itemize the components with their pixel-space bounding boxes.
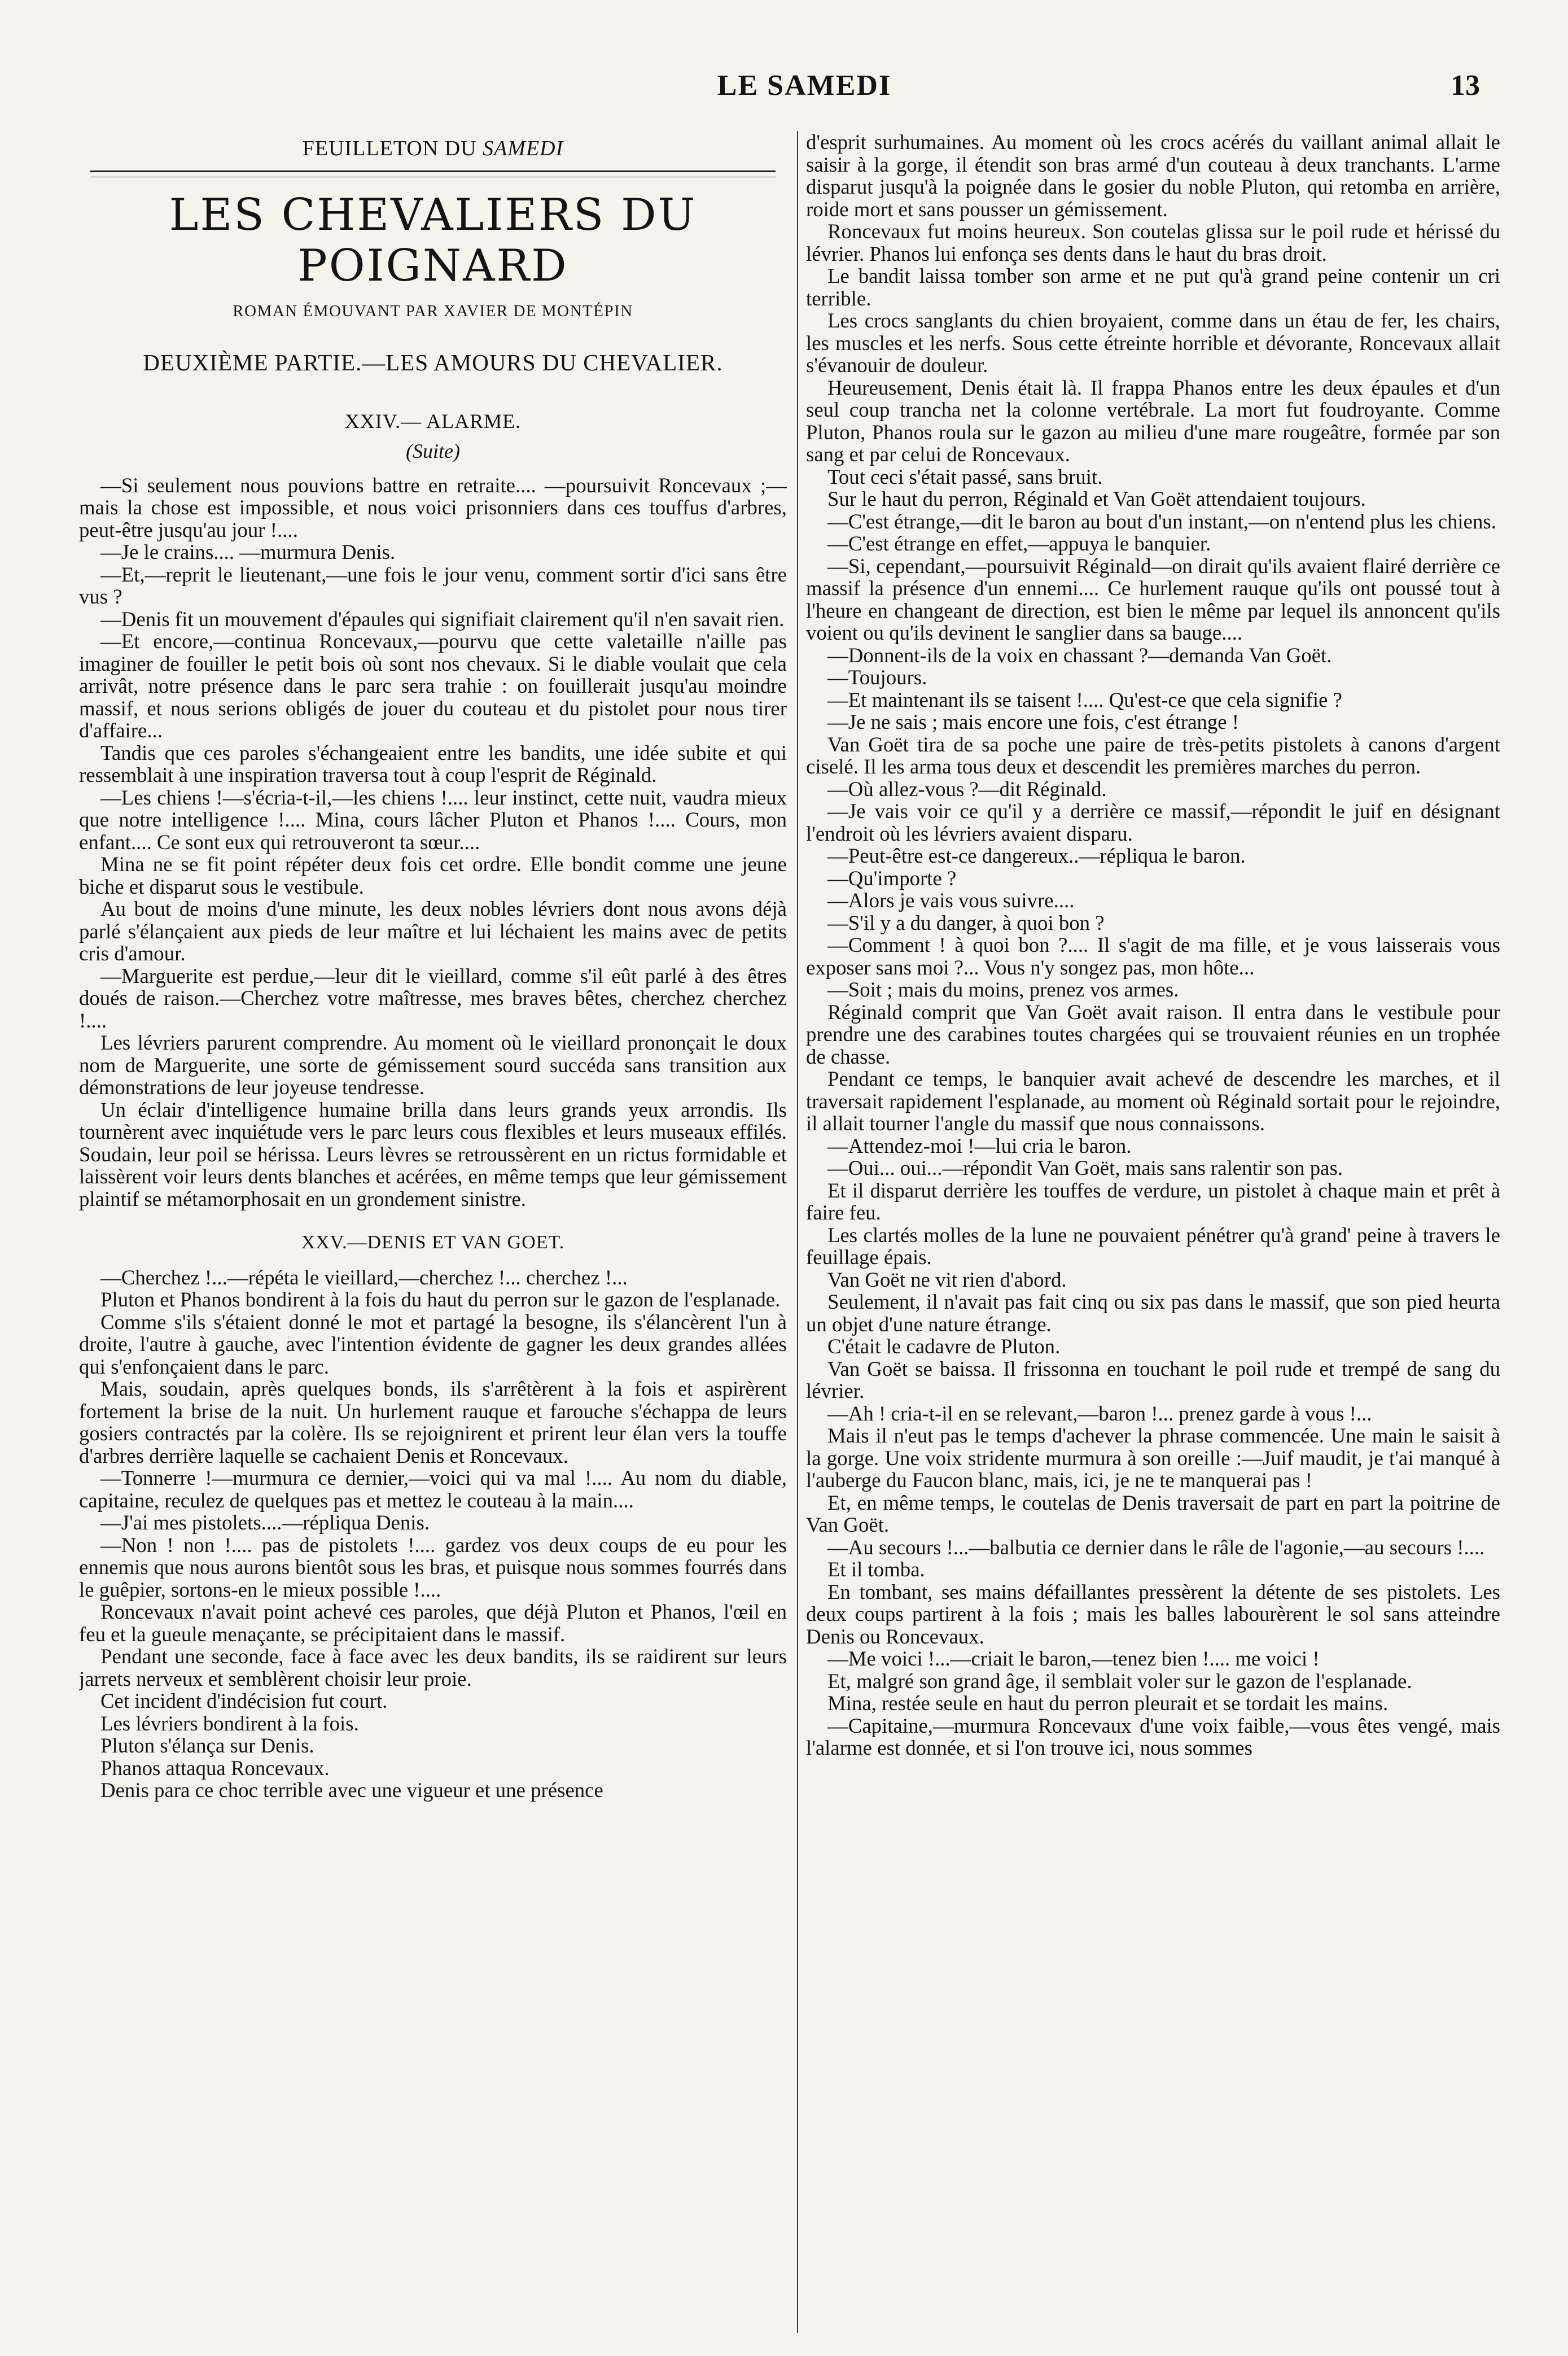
paragraph: —Me voici !...—criait le baron,—tenez bien !.... me voici ! xyxy=(827,1647,1320,1670)
paragraph: —Si, cependant,—poursuivit Réginald—on dirait qu'ils avaient flairé derrière ce massif la présence d'un ennemi.... Ce hurlement rauque qu'ils ont poussé tout à l'heure en changeant de direction, est bien le même par lequel ils annoncent qu'ils voient ou qu'ils devinent le sanglier dans sa bauge.... xyxy=(806,554,1500,644)
paragraph: —Je ne sais ; mais encore une fois, c'est étrange ! xyxy=(827,710,1239,733)
paragraph: —C'est étrange,—dit le baron au bout d'un instant,—on n'entend plus les chiens. xyxy=(827,509,1496,533)
paragraph: Van Goët se baissa. Il frissonna en touchant le poil rude et trempé de sang du lévrier. xyxy=(806,1357,1500,1402)
paragraph: —Ah ! cria-t-il en se relevant,—baron !... prenez garde à vous !... xyxy=(827,1401,1372,1425)
paragraph: Réginald comprit que Van Goët avait raison. Il entra dans le vestibule pour prendre une des carabines toutes chargées qui se trouvaient réunies en un trophée de chasse. xyxy=(806,1000,1500,1068)
paragraph: Sur le haut du perron, Réginald et Van Goët attendaient toujours. xyxy=(827,487,1366,510)
chapter-25-heading: XXV.—DENIS ET VAN GOET. xyxy=(301,1232,565,1253)
paragraph: Pluton et Phanos bondirent à la fois du haut du perron sur le gazon de l'esplanade. xyxy=(100,1288,781,1311)
novel-title: LES CHEVALIERS DU POIGNARD xyxy=(169,189,697,291)
paragraph: Mais, soudain, après quelques bonds, ils s'arrêtèrent à la fois et aspirèrent fortement la brise de la nuit. Un hurlement rauque et farouche s'échappa de leurs gosiers contractés par la colère. Ils se rejoignirent et prirent leur élan vers la touffe d'arbres derrière laquelle se cachaient Denis et Roncevaux. xyxy=(79,1377,787,1467)
paragraph: Van Goët tira de sa poche une paire de très-petits pistolets à canons d'argent ciselé. Il les arma tous deux et descendit les premières marches du perron. xyxy=(806,732,1500,778)
paragraph: —Et encore,—continua Roncevaux,—pourvu que cette valetaille n'aille pas imaginer de fouiller le petit bois où sont nos chevaux. Si le diable voulait que cela arrivât, notre présence dans le parc sera trahie : on fouillerait jusqu'au moindre massif, et nous serions obligés de jouer du couteau et du pistolet pour nous tirer d'affaire... xyxy=(79,630,787,742)
paragraph: —S'il y a du danger, à quoi bon ? xyxy=(827,911,1105,934)
paragraph: —Et,—reprit le lieutenant,—une fois le jour venu, comment sortir d'ici sans être vus ? xyxy=(79,562,787,608)
paragraph: —Je le crains.... —murmura Denis. xyxy=(100,540,396,563)
right-column xyxy=(806,131,1500,2322)
paragraph: Mina ne se fit point répéter deux fois cet ordre. Elle bondit comme une jeune biche et disparut sous le vestibule. xyxy=(79,853,787,898)
paragraph: Roncevaux n'avait point achevé ces paroles, que déjà Pluton et Phanos, l'œil en feu et la gueule menaçante, se précipitaient dans le massif. xyxy=(79,1600,787,1646)
paragraph: —Peut-être est-ce dangereux..—répliqua le baron. xyxy=(827,844,1246,867)
chapter-25-continued xyxy=(806,131,1500,1759)
paragraph: Tout ceci s'était passé, sans bruit. xyxy=(827,465,1103,488)
paragraph: Le bandit laissa tomber son arme et ne put qu'à grand peine contenir un cri terrible. xyxy=(806,264,1500,310)
paragraph: —Attendez-moi !—lui cria le baron. xyxy=(827,1134,1132,1157)
paragraph: En tombant, ses mains défaillantes pressèrent la détente de ses pistolets. Les deux coups partirent à la fois ; mais les balles labourèrent le sol sans atteindre Denis ou Roncevaux. xyxy=(806,1580,1500,1648)
paragraph: Un éclair d'intelligence humaine brilla dans leurs grands yeux arrondis. Ils tournèrent avec inquiétude vers le parc leurs cous flexibles et leurs museaux effilés. Soudain, leur poil se hérissa. Leurs lèvres se retroussèrent en un rictus formidable et laissèrent voir leurs dents blanches et acérées, en même temps que leur gémissement plaintif se métamorphosait en un grondement sinistre. xyxy=(79,1098,787,1210)
left-column xyxy=(79,131,787,2322)
paragraph: —Comment ! à quoi bon ?.... Il s'agit de ma fille, et je vous laisserais vous exposer sans moi ?... Vous n'y songez pas, mon hôte... xyxy=(806,933,1500,979)
paragraph: —Cherchez !...—répéta le vieillard,—cherchez !... cherchez !... xyxy=(100,1265,628,1289)
paragraph: —Et maintenant ils se taisent !.... Qu'est-ce que cela signifie ? xyxy=(827,688,1342,711)
chapter-24-body xyxy=(79,474,787,1210)
paragraph: Les lévriers parurent comprendre. Au moment où le vieillard prononçait le doux nom de Marguerite, une sorte de gémissement sourd succéda sans transition aux démonstrations de leur joyeuse tendresse. xyxy=(79,1031,787,1099)
paragraph: Roncevaux fut moins heureux. Son coutelas glissa sur le poil rude et hérissé du lévrier. Phanos lui enfonça ses dents dans le haut du bras droit. xyxy=(806,220,1500,265)
paragraph: —Je vais voir ce qu'il y a derrière ce massif,—répondit le juif en désignant l'endroit où les lévriers avaient disparu. xyxy=(806,799,1500,845)
paragraph: Et, en même temps, le coutelas de Denis traversait de part en part la poitrine de Van Goët. xyxy=(806,1490,1500,1536)
paragraph: —Capitaine,—murmura Roncevaux d'une voix faible,—vous êtes vengé, mais l'alarme est donnée, et si l'on trouve ici, nous sommes xyxy=(806,1714,1500,1759)
paragraph: —Marguerite est perdue,—leur dit le vieillard, comme s'il eût parlé à des êtres doués de raison.—Cherchez votre maîtresse, mes braves bêtes, cherchez cherchez !.... xyxy=(79,964,787,1032)
paragraph: —Qu'importe ? xyxy=(827,866,957,890)
paragraph: Les clartés molles de la lune ne pouvaient pénétrer qu'à grand' peine à travers le feuillage épais. xyxy=(806,1223,1500,1269)
feuilleton-name: SAMEDI xyxy=(483,137,564,160)
paragraph: —Si seulement nous pouvions battre en retraite.... —poursuivit Roncevaux ;—mais la chose est impossible, et nous voici prisonniers dans ces touffus d'arbres, peut-être jusqu'au jour !.... xyxy=(79,473,787,541)
paragraph: —Denis fit un mouvement d'épaules qui signifiait clairement qu'il n'en savait rien. xyxy=(100,607,785,631)
paragraph: —Non ! non !.... pas de pistolets !.... gardez vos deux coups de eu pour les ennemis que nous aurons bientôt sous les bras, et puisque nous sommes fourrés dans le guêpier, sortons-en le mieux possible !.... xyxy=(79,1533,787,1601)
part-title: DEUXIÈME PARTIE.—LES AMOURS DU CHEVALIER. xyxy=(143,349,723,375)
paragraph: Mina, restée seule en haut du perron pleurait et se tordait les mains. xyxy=(827,1691,1389,1715)
feuilleton-prefix: FEUILLETON DU xyxy=(302,137,477,160)
paragraph: Et, malgré son grand âge, il semblait voler sur le gazon de l'esplanade. xyxy=(827,1669,1412,1693)
title-rule xyxy=(90,171,776,177)
paragraph: —Tonnerre !—murmura ce dernier,—voici qui va mal !.... Au nom du diable, capitaine, reculez de quelques pas et mettez le couteau à la main.... xyxy=(79,1466,787,1512)
paragraph: —Toujours. xyxy=(827,666,927,689)
novel-subtitle: ROMAN ÉMOUVANT PAR XAVIER DE MONTÉPIN xyxy=(233,301,633,320)
paragraph: Seulement, il n'avait pas fait cinq ou six pas dans le massif, que son pied heurta un objet d'une nature étrange. xyxy=(806,1290,1500,1336)
paragraph: Les crocs sanglants du chien broyaient, comme dans un étau de fer, les chairs, les muscles et les nerfs. Sous cette étreinte horrible et dévorante, Roncevaux allait s'évanouir de douleur. xyxy=(806,309,1500,377)
paragraph: —Oui... oui...—répondit Van Goët, mais sans ralentir son pas. xyxy=(827,1156,1343,1179)
paragraph: Pendant une seconde, face à face avec les deux bandits, ils se raidirent sur leurs jarrets nerveux et semblèrent choisir leur proie. xyxy=(79,1645,787,1690)
paragraph: —J'ai mes pistolets....—répliqua Denis. xyxy=(100,1511,430,1534)
masthead: LE SAMEDI xyxy=(717,69,892,102)
chapter-24-heading: XXIV.— ALARME. xyxy=(344,409,522,432)
paragraph: Et il disparut derrière les touffes de verdure, un pistolet à chaque main et prêt à faire feu. xyxy=(806,1178,1500,1224)
paragraph: Tandis que ces paroles s'échangeaient entre les bandits, une idée subite et qui ressemblait à une inspiration traversa tout à coup l'esprit de Réginald. xyxy=(79,741,787,786)
chapter-25-body xyxy=(79,1266,787,1802)
running-head xyxy=(0,0,1568,107)
paragraph: Pendant ce temps, le banquier avait achevé de descendre les marches, et il traversait rapidement l'esplanade, au moment où Réginald sortait pour le rejoindre, il allait tourner l'angle du massif que nous connaissons. xyxy=(806,1067,1500,1135)
paragraph: Au bout de moins d'une minute, les deux nobles lévriers dont nous avons déjà parlé s'élançaient aux pieds de leur maître et lui léchaient les mains avec de petits cris d'amour. xyxy=(79,897,787,965)
paragraph: Et il tomba. xyxy=(827,1558,925,1581)
paragraph: d'esprit surhumaines. Au moment où les crocs acérés du vaillant animal allait le saisir à la gorge, il étendit son bras armé d'un couteau à deux tranchants. L'arme disparut jusqu'à la poignée dans le gosier du noble Pluton, qui retomba en arrière, roide mort et sans pousser un gémissement. xyxy=(806,131,1500,221)
paragraph: —Alors je vais vous suivre.... xyxy=(827,889,1075,912)
paragraph: —Soit ; mais du moins, prenez vos armes. xyxy=(827,978,1179,1001)
paragraph: Pluton s'élança sur Denis. xyxy=(100,1734,314,1757)
paragraph: —C'est étrange en effet,—appuya le banquier. xyxy=(827,532,1211,555)
column-divider xyxy=(797,131,798,2333)
paragraph: Phanos attaqua Roncevaux. xyxy=(100,1756,330,1780)
chapter-24-suite: (Suite) xyxy=(406,440,460,462)
paragraph: Cet incident d'indécision fut court. xyxy=(100,1689,388,1712)
paragraph: Les lévriers bondirent à la fois. xyxy=(100,1711,359,1735)
paragraph: —Donnent-ils de la voix en chassant ?—demanda Van Goët. xyxy=(827,643,1332,667)
paragraph: —Au secours !...—balbutia ce dernier dans le râle de l'agonie,—au secours !.... xyxy=(827,1535,1485,1559)
paragraph: Heureusement, Denis était là. Il frappa Phanos entre les deux épaules et d'un seul coup trancha net la colonne vertébrale. La mort fut foudroyante. Comme Pluton, Phanos roula sur le gazon au milieu d'une mare rougeâtre, formée par son sang et par celui de Roncevaux. xyxy=(806,375,1500,466)
paragraph: Van Goët ne vit rien d'abord. xyxy=(827,1267,1067,1291)
paragraph: Mais il n'eut pas le temps d'achever la phrase commencée. Une main le saisit à la gorge. Une voix stridente murmura à son oreille :—Juif maudit, je t'ai manqué à l'auberge du Faucon blanc, mais, ici, je ne te manquerai pas ! xyxy=(806,1424,1500,1492)
paragraph: —Les chiens !—s'écria-t-il,—les chiens !.... leur instinct, cette nuit, vaudra mieux que notre intelligence !.... Mina, cours lâcher Pluton et Phanos !.... Cours, mon enfant.... Ce sont eux qui retrouveront ta sœur.... xyxy=(79,785,787,854)
paragraph: Comme s'ils s'étaient donné le mot et partagé la besogne, ils s'élancèrent l'un à droite, l'autre à gauche, avec l'intention évidente de gagner les deux grandes allées qui s'enfonçaient dans le parc. xyxy=(79,1310,787,1378)
paragraph: C'était le cadavre de Pluton. xyxy=(827,1335,1061,1358)
paragraph: —Où allez-vous ?—dit Réginald. xyxy=(827,777,1107,801)
paragraph: Denis para ce choc terrible avec une vigueur et une présence xyxy=(100,1778,603,1802)
page-number: 13 xyxy=(1451,69,1480,102)
feuilleton-heading xyxy=(79,138,787,160)
